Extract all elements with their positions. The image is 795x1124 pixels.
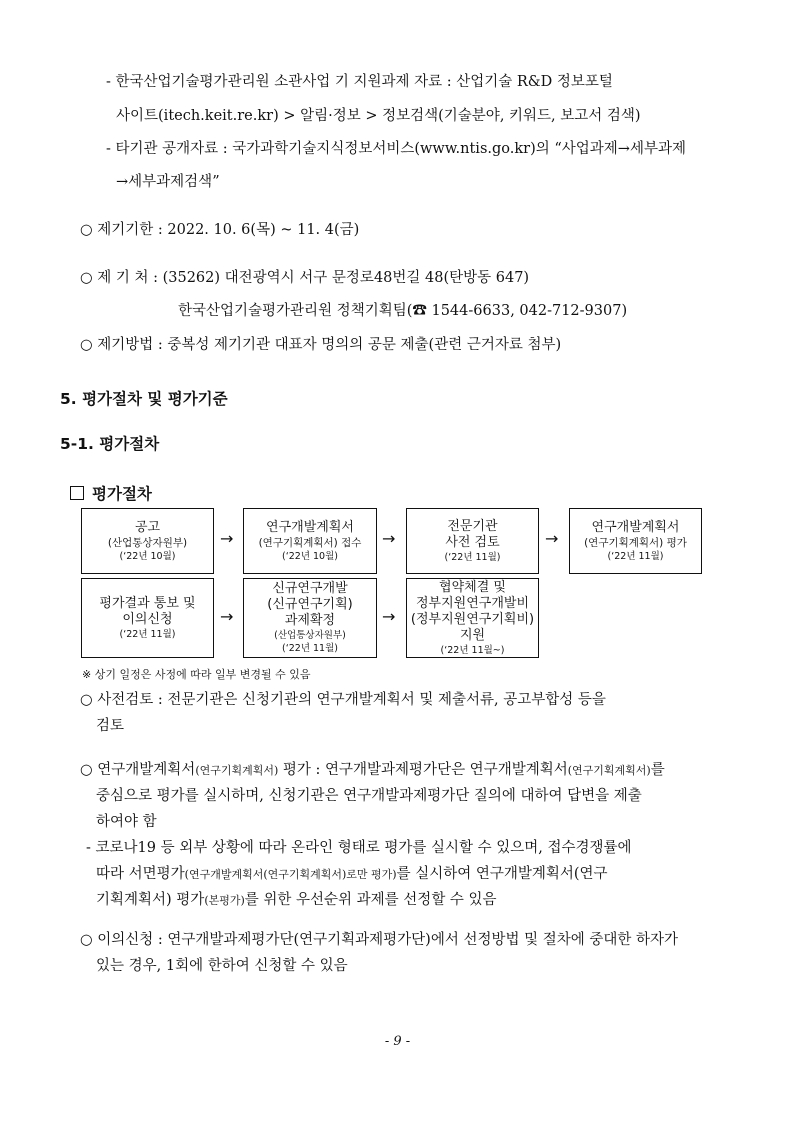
flow-box-announcement <box>81 508 214 574</box>
flow-box-title: 협약체결 및 <box>439 579 506 595</box>
arrow-icon: → <box>220 607 234 626</box>
corona-line-3 <box>96 890 497 911</box>
flow-box-date: (‘22년 10월) <box>119 550 176 562</box>
flow-box-receipt <box>243 508 377 574</box>
flow-box-date: (‘22년 11월) <box>444 551 501 563</box>
flow-box-date: (‘22년 11월) <box>282 643 338 654</box>
flow-box-sub: (연구기획계획서) 평가 <box>584 536 687 549</box>
corona-line-1: - 코로나19 등 외부 상황에 따라 온라인 형태로 평가를 실시할 수 있으며, 접수경쟁률에 <box>86 840 632 856</box>
flow-box-title-2: 이의신청 <box>122 611 173 627</box>
flow-box-title-4: 지원 <box>459 627 486 643</box>
arrow-icon: → <box>382 529 396 548</box>
corona-text-e: (본평가) <box>204 894 245 907</box>
flow-box-title: 연구개발계획서 <box>266 519 354 535</box>
checkbox-icon <box>70 486 84 500</box>
flow-box-title: 전문기관 <box>447 518 498 534</box>
evaluation-text-b: (연구기획계획서) <box>195 764 279 777</box>
evaluation-text-c: 평가 : 연구개발과제평가단은 연구개발계획서 <box>278 762 568 778</box>
flow-box-evaluation <box>569 508 702 574</box>
evaluation-line-3: 하여야 함 <box>96 814 157 830</box>
flow-box-title-3: (정부지원연구기획비) <box>410 611 535 627</box>
intro-line-3: - 타기관 공개자료 : 국가과학기술지식정보서비스(www.ntis.go.kr)의 “사업과제→세부과제 <box>106 141 686 157</box>
flow-box-sub: (산업통상자원부) <box>274 630 346 641</box>
flow-box-title: 신규연구개발 <box>272 581 348 596</box>
schedule-note: ※ 상기 일정은 사정에 따라 일부 변경될 수 있음 <box>82 668 311 681</box>
flow-box-date: (‘22년 11월~) <box>440 644 505 656</box>
evaluation-text-d: (연구기획계획서) <box>567 764 651 777</box>
procedure-heading <box>70 482 152 504</box>
page-number: - 9 - <box>384 1034 411 1049</box>
arrow-icon: → <box>220 529 234 548</box>
flow-box-date: (‘22년 11월) <box>119 628 176 640</box>
review-line-1: ○ 사전검토 : 전문기관은 신청기관의 연구개발계획서 및 제출서류, 공고부합성 등을 <box>80 692 606 708</box>
method-line: ○ 제기방법 : 중복성 제기기관 대표자 명의의 공문 제출(관련 근거자료 첨부) <box>80 337 562 353</box>
corona-line-2 <box>96 864 608 885</box>
flow-box-confirmation <box>243 578 377 658</box>
arrow-icon: → <box>382 607 396 626</box>
procedure-heading-text: 평가절차 <box>92 485 152 503</box>
review-line-2: 검토 <box>96 718 125 734</box>
flow-box-date: (‘22년 10월) <box>282 550 338 562</box>
evaluation-text-a: ○ 연구개발계획서 <box>80 762 196 778</box>
evaluation-text-e: 를 <box>650 762 665 778</box>
intro-line-1: - 한국산업기술평가관리원 소관사업 기 지원과제 자료 : 산업기술 R&D 정보포털 <box>106 74 613 90</box>
flow-box-sub: (산업통상자원부) <box>107 536 188 549</box>
arrow-icon: → <box>545 529 559 548</box>
corona-text-c: 를 실시하여 연구개발계획서(연구 <box>396 866 608 882</box>
address-line-1: ○ 제 기 처 : (35262) 대전광역시 서구 문정로48번길 48(탄방동 647) <box>80 270 530 286</box>
flow-box-title-2: 정부지원연구개발비 <box>415 595 530 611</box>
corona-text-d: 기획계획서) 평가 <box>96 892 205 908</box>
flow-box-result-notice <box>81 578 214 658</box>
flow-box-title-2: (신규연구기획) <box>267 597 353 612</box>
flow-box-title: 공고 <box>134 519 161 535</box>
period-line: ○ 제기기한 : 2022. 10. 6(목) ~ 11. 4(금) <box>80 222 360 238</box>
flow-box-pre-review <box>406 508 539 574</box>
flow-box-date: (‘22년 11월) <box>607 550 664 562</box>
intro-line-2: 사이트(itech.keit.re.kr) > 알림·정보 > 정보검색(기술분야, 키워드, 보고서 검색) <box>116 108 641 124</box>
subsection-title: 5-1. 평가절차 <box>60 435 160 453</box>
section-title: 5. 평가절차 및 평가기준 <box>60 390 228 408</box>
flow-box-title-2: 사전 검토 <box>445 534 500 550</box>
corona-text-a: 따라 서면평가 <box>96 866 185 882</box>
intro-line-4: →세부과제검색” <box>116 174 220 190</box>
corona-text-f: 를 위한 우선순위 과제를 선정할 수 있음 <box>244 892 497 908</box>
address-line-2: 한국산업기술평가관리원 정책기획팀(☎ 1544-6633, 042-712-9307) <box>178 303 628 319</box>
flow-box-title: 연구개발계획서 <box>591 519 680 535</box>
flow-box-sub: (연구기획계획서) 접수 <box>258 536 362 549</box>
flow-box-title-3: 과제확정 <box>284 613 336 628</box>
flow-box-title: 평가결과 통보 및 <box>99 595 196 611</box>
evaluation-line-2: 중심으로 평가를 실시하며, 신청기관은 연구개발과제평가단 질의에 대하여 답변을 제출 <box>96 788 642 804</box>
appeal-line-2: 있는 경우, 1회에 한하여 신청할 수 있음 <box>96 958 348 974</box>
flow-box-agreement <box>406 578 539 658</box>
corona-text-b: (연구개발계획서(연구기획계획서)로만 평가) <box>184 868 397 881</box>
evaluation-line-1 <box>80 760 665 781</box>
appeal-line-1: ○ 이의신청 : 연구개발과제평가단(연구기획과제평가단)에서 선정방법 및 절차에 중대한 하자가 <box>80 932 678 948</box>
